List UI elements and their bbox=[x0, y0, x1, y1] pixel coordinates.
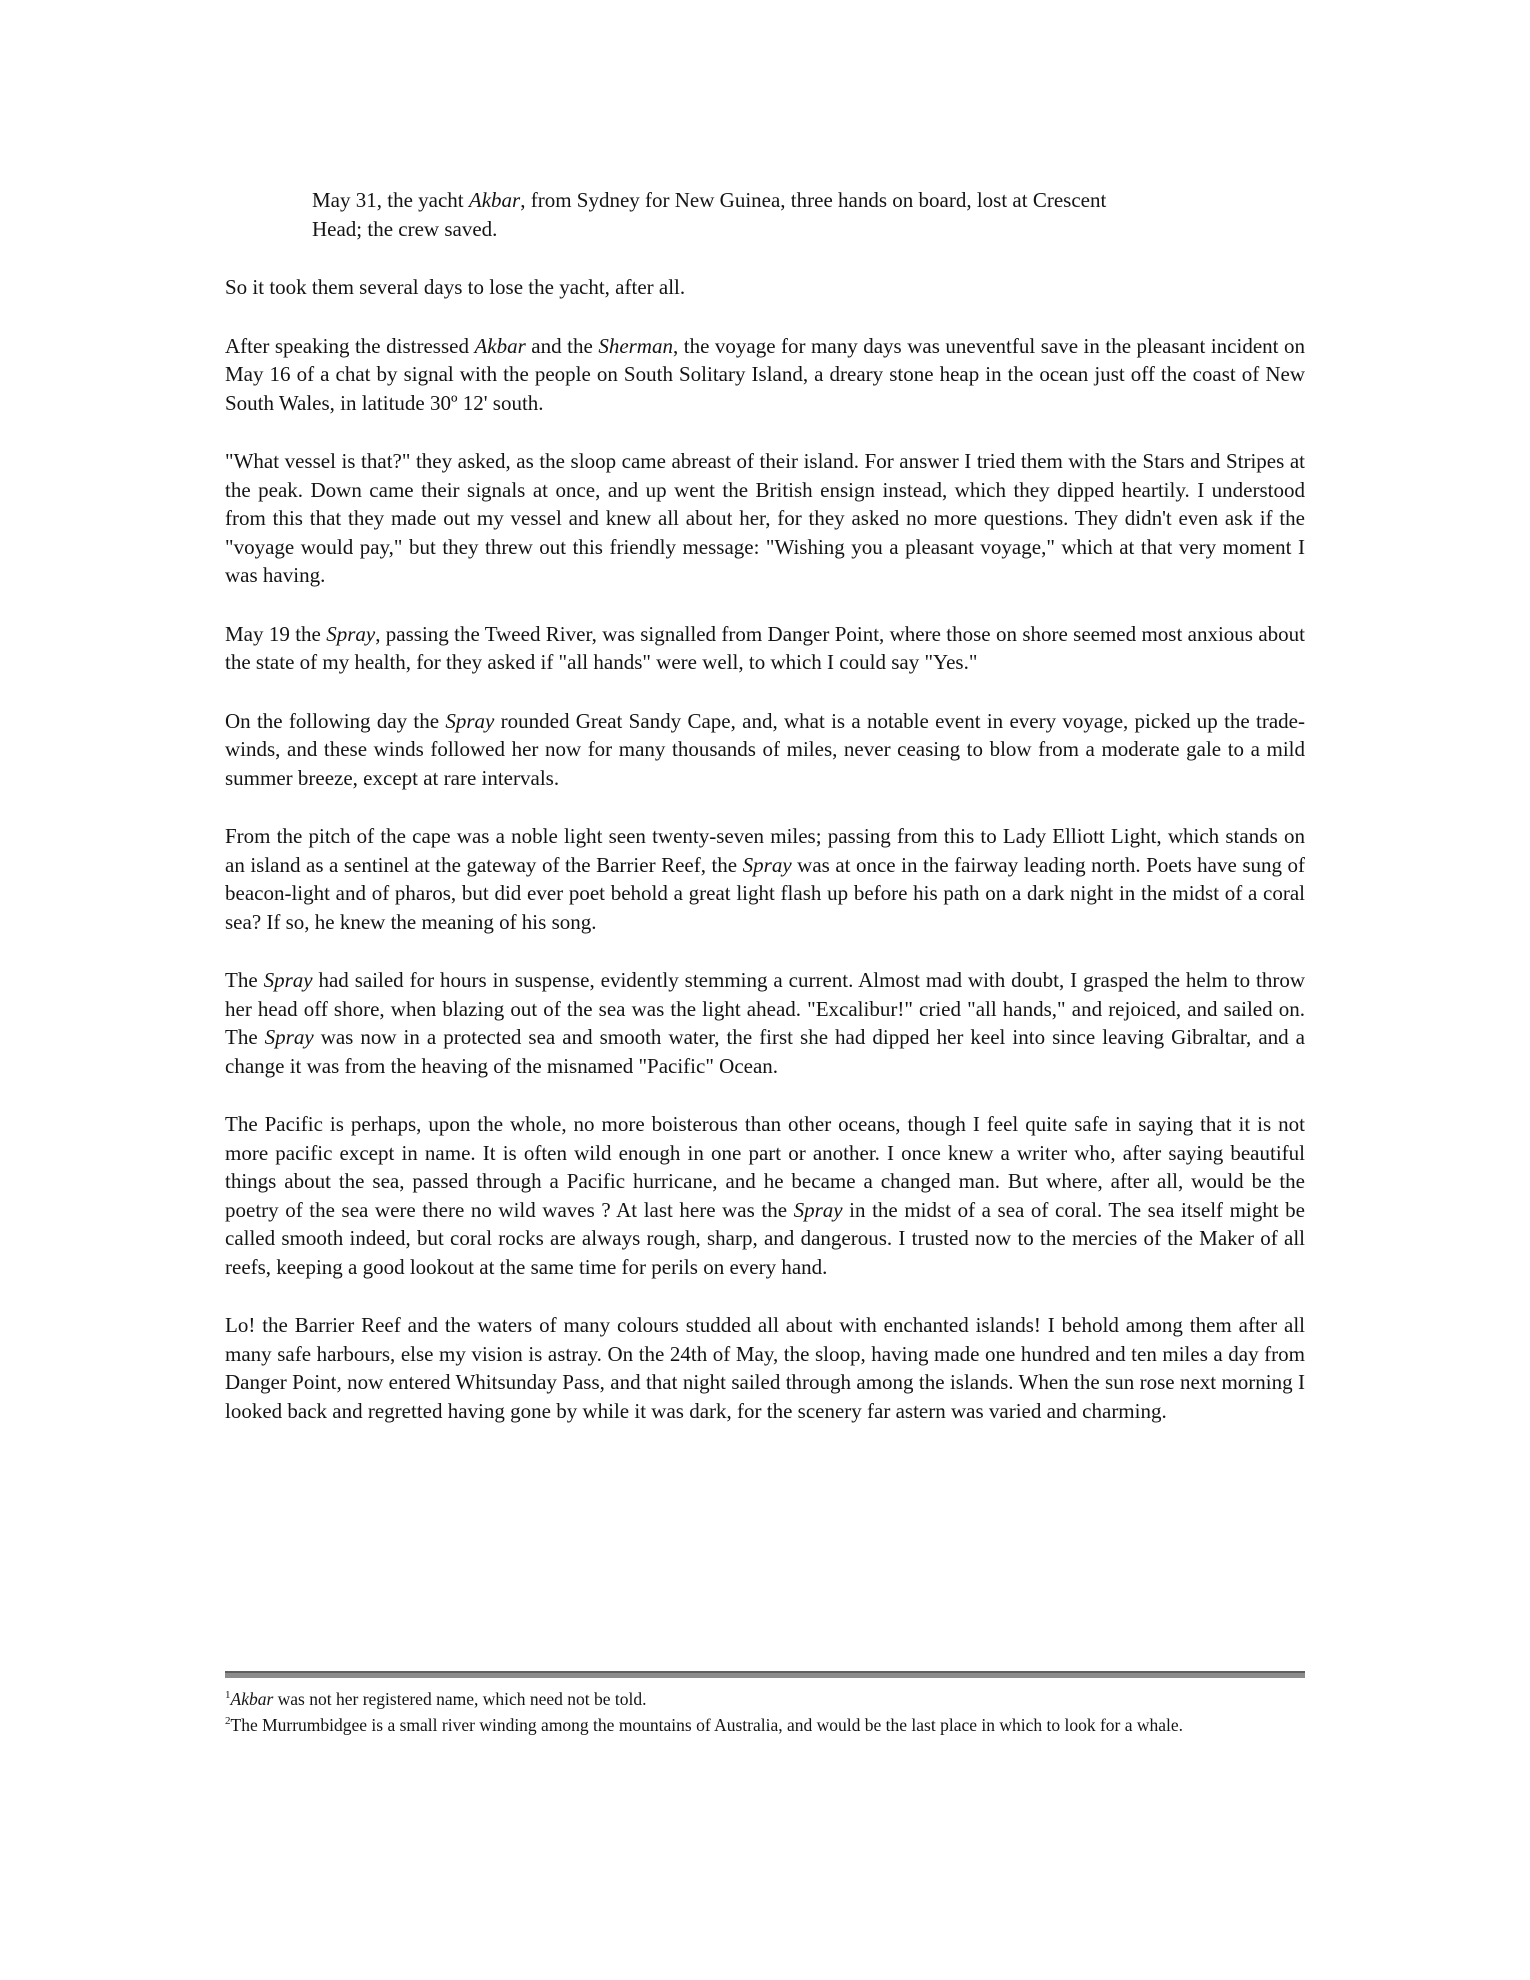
paragraph: The Pacific is perhaps, upon the whole, no more boisterous than other oceans, though I feel quite safe in saying that it is not more pacific except in name. It is often wild enough in one part or another. I once knew a writer who, after saying beautiful things about the sea, passed through a Pacific hurricane, and he became a changed man. But where, after all, would be the poetry of the sea were there no wild waves ? At last here was the Spray in the midst of a sea of coral. The sea itself might be called smooth indeed, but coral rocks are always rough, sharp, and dangerous. I trusted now to the mercies of the Maker of all reefs, keeping a good lookout at the same time for perils on every hand. bbox=[225, 1112, 1305, 1279]
footnote-text: Akbar was not her registered name, which need not be told. bbox=[230, 1689, 647, 1709]
paragraph: From the pitch of the cape was a noble light seen twenty-seven miles; passing from this to Lady Elliott Light, which stands on an island as a sentinel at the gateway of the Barrier Reef, the Spray was at once in the fairway leading north. Poets have sung of beacon-light and of pharos, but did ever poet behold a great light flash up before his path on a dark night in the midst of a coral sea? If so, he knew the meaning of his song. bbox=[225, 824, 1305, 934]
paragraph: Lo! the Barrier Reef and the waters of many colours studded all about with enchanted islands! I behold among them after all many safe harbours, else my vision is astray. On the 24th of May, the sloop, having made one hundred and ten miles a day from Danger Point, now entered Whitsunday Pass, and that night sailed through among the islands. When the sun rose next morning I looked back and regretted having gone by while it was dark, for the scenery far astern was varied and charming. bbox=[225, 1313, 1305, 1423]
paragraph: So it took them several days to lose the yacht, after all. bbox=[225, 275, 686, 299]
paragraph: After speaking the distressed Akbar and the Sherman, the voyage for many days was uneventful save in the pleasant incident on May 16 of a chat by signal with the people on South Solitary Island, a dreary stone heap in the ocean just off the coast of New South Wales, in latitude 30º 12' south. bbox=[225, 333, 1305, 415]
block-quote: May 31, the yacht Akbar, from Sydney for New Guinea, three hands on board, lost at Crescent Head; the crew saved. bbox=[312, 188, 1107, 241]
footnote bbox=[225, 1713, 1305, 1739]
footnote-divider bbox=[225, 1671, 1305, 1678]
footnote-text: The Murrumbidgee is a small river winding among the mountains of Australia, and would be the last place in which to look for a whale. bbox=[230, 1714, 1184, 1735]
paragraph: The Spray had sailed for hours in suspense, evidently stemming a current. Almost mad with doubt, I grasped the helm to throw her head off shore, when blazing out of the sea was the light ahead. "Excalibur!" cried "all hands," and rejoiced, and sailed on. The Spray was now in a protected sea and smooth water, the first she had dipped her keel into since leaving Gibraltar, and a change it was from the heaving of the misnamed "Pacific" Ocean. bbox=[225, 968, 1305, 1078]
footnote bbox=[225, 1687, 1305, 1713]
paragraph: On the following day the Spray rounded Great Sandy Cape, and, what is a notable event in every voyage, picked up the trade-winds, and these winds followed her now for many thousands of miles, never ceasing to blow from a moderate gale to a mild summer breeze, except at rare intervals. bbox=[225, 708, 1305, 790]
paragraph: May 19 the Spray, passing the Tweed River, was signalled from Danger Point, where those on shore seemed most anxious about the state of my health, for they asked if "all hands" were well, to which I could say "Yes." bbox=[225, 621, 1305, 674]
footnote-marker: 2 bbox=[225, 1714, 231, 1727]
paragraph: "What vessel is that?" they asked, as the sloop came abreast of their island. For answer I tried them with the Stars and Stripes at the peak. Down came their signals at once, and up went the British ensign instead, which they dipped heartily. I understood from this that they made out my vessel and knew all about her, for they asked no more questions. They didn't even ask if the "voyage would pay," but they threw out this friendly message: "Wishing you a pleasant voyage," which at that very moment I was having. bbox=[225, 449, 1305, 587]
footnote-marker: 1 bbox=[225, 1689, 231, 1702]
footnote-section bbox=[225, 1671, 1305, 1738]
main-text bbox=[225, 186, 1305, 1425]
